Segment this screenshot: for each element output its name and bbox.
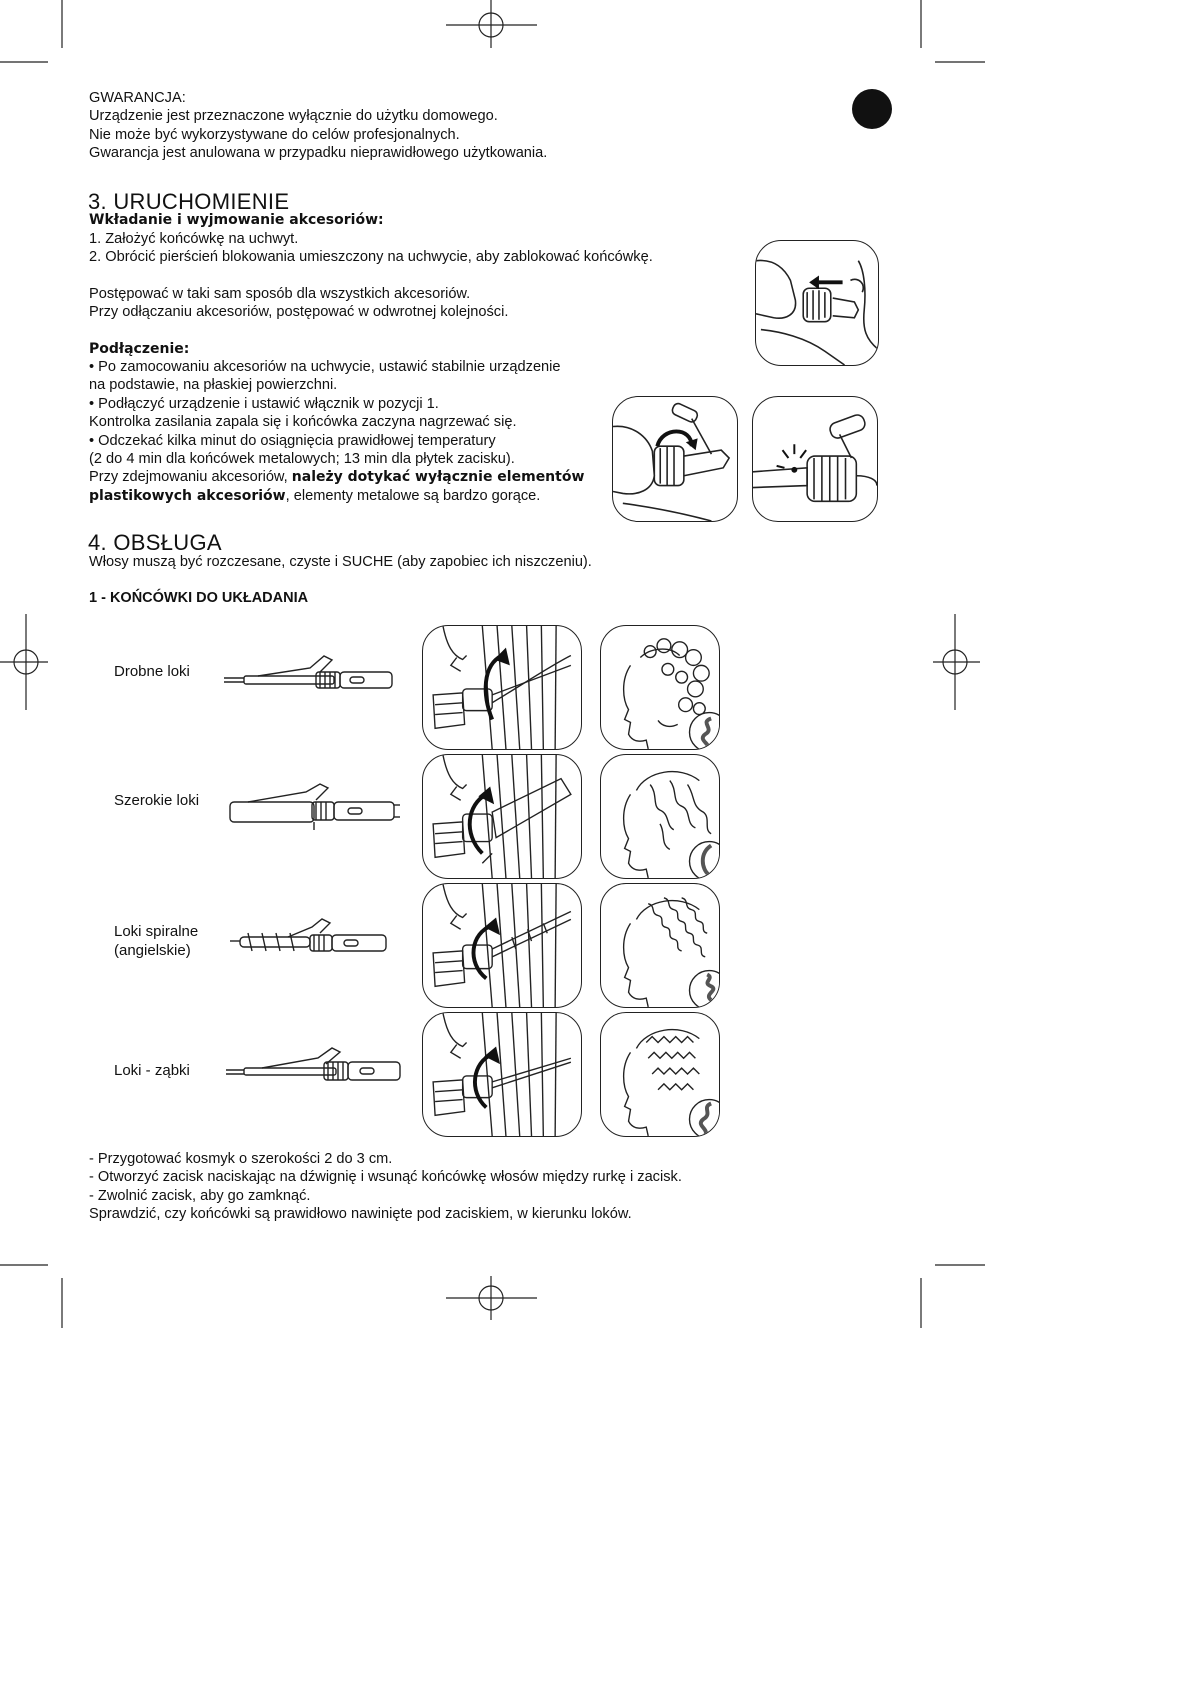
accessory-label: Loki spiralne [114, 923, 199, 940]
small-curl-tong-icon [220, 650, 400, 690]
step-1: 1. Założyć końcówkę na uchwyt. [89, 231, 299, 247]
section-3-title: 3. URUCHOMIENIE [88, 189, 290, 214]
connect-line: Kontrolka zasilania zapala się i końcówka zaczyna nagrzewać się. [89, 414, 517, 431]
lock-ring-illustration [612, 396, 738, 522]
warning-line-2 [89, 487, 584, 505]
section-4-intro: Włosy muszą być rozczesane, czyste i SUCHE (aby zapobiec ich niszczeniu). [89, 554, 592, 570]
section-3-steps [89, 230, 653, 267]
section-3-subheading: Wkładanie i wyjmowanie akcesoriów: [89, 212, 384, 228]
warning-bold-2: plastikowych akcesoriów [89, 487, 286, 504]
instruction-line: - Zwolnić zacisk, aby go zamknąć. [89, 1187, 311, 1204]
warning-bold-1: należy dotykać wyłącznie elementów [291, 469, 585, 486]
crimp-curl-result-illustration [600, 1012, 720, 1137]
crimp-curl-usage-illustration [422, 1012, 582, 1137]
connect-line: (2 do 4 min dla końcówek metalowych; 13 min dla płytek zacisku). [89, 451, 515, 468]
accessory-label: Loki - ząbki [114, 1062, 190, 1079]
warranty-heading: GWARANCJA: [89, 90, 186, 106]
instruction-line: - Przygotować kosmyk o szerokości 2 do 3 cm. [89, 1151, 393, 1167]
attach-accessory-illustration [755, 240, 879, 366]
small-curl-usage-illustration [422, 625, 582, 750]
accessory-label: Szerokie loki [114, 792, 200, 809]
section-4-title: 4. OBSŁUGA [88, 530, 222, 555]
section-3-para [89, 285, 508, 322]
step-2: 2. Obrócić pierścień blokowania umieszczony na uchwycie, aby zablokować końcówkę. [89, 249, 653, 266]
spiral-curl-usage-illustration [422, 883, 582, 1008]
connection-subheading: Podłączenie: [89, 341, 190, 357]
warranty-line: Gwarancja jest anulowana w przypadku nieprawidłowego użytkowania. [89, 145, 548, 162]
warning-suffix: , elementy metalowe są bardzo gorące. [285, 487, 541, 504]
wide-curl-usage-illustration [422, 754, 582, 879]
connect-line: • Po zamocowaniu akcesoriów na uchwycie, ustawić stabilnie urządzenie [89, 359, 561, 375]
heating-illustration [752, 396, 878, 522]
crimp-curl-tong-icon [222, 1042, 412, 1082]
warranty-block [89, 89, 547, 163]
language-badge [852, 89, 892, 129]
connect-line: • Podłączyć urządzenie i ustawić włącznik w pozycji 1. [89, 395, 439, 412]
wide-curl-tong-icon [228, 780, 408, 830]
spiral-curl-tong-icon [228, 915, 408, 955]
styling-instructions [89, 1150, 682, 1224]
warning-line-1 [89, 468, 584, 486]
warning-prefix: Przy zdejmowaniu akcesoriów, [89, 469, 292, 486]
warranty-line: Urządzenie jest przeznaczone wyłącznie do użytku domowego. [89, 108, 498, 125]
section-4-subheading: 1 - KOŃCÓWKI DO UKŁADANIA [89, 590, 309, 606]
para-line: Postępować w taki sam sposób dla wszystkich akcesoriów. [89, 286, 471, 302]
connect-line: • Odczekać kilka minut do osiągnięcia prawidłowej temperatury [89, 432, 496, 449]
small-curl-result-illustration [600, 625, 720, 750]
accessory-label-2: (angielskie) [114, 942, 191, 959]
instruction-line: Sprawdzić, czy końcówki są prawidłowo nawinięte pod zaciskiem, w kierunku loków. [89, 1206, 632, 1223]
connection-text [89, 358, 584, 505]
connect-line: na podstawie, na płaskiej powierzchni. [89, 377, 338, 394]
spiral-curl-result-illustration [600, 883, 720, 1008]
para-line: Przy odłączaniu akcesoriów, postępować w odwrotnej kolejności. [89, 304, 509, 321]
instruction-line: - Otworzyć zacisk naciskając na dźwignię i wsunąć końcówkę włosów między rurkę i zacisk. [89, 1169, 682, 1186]
warranty-line: Nie może być wykorzystywane do celów profesjonalnych. [89, 126, 460, 143]
accessory-label: Drobne loki [114, 663, 190, 680]
wide-curl-result-illustration [600, 754, 720, 879]
